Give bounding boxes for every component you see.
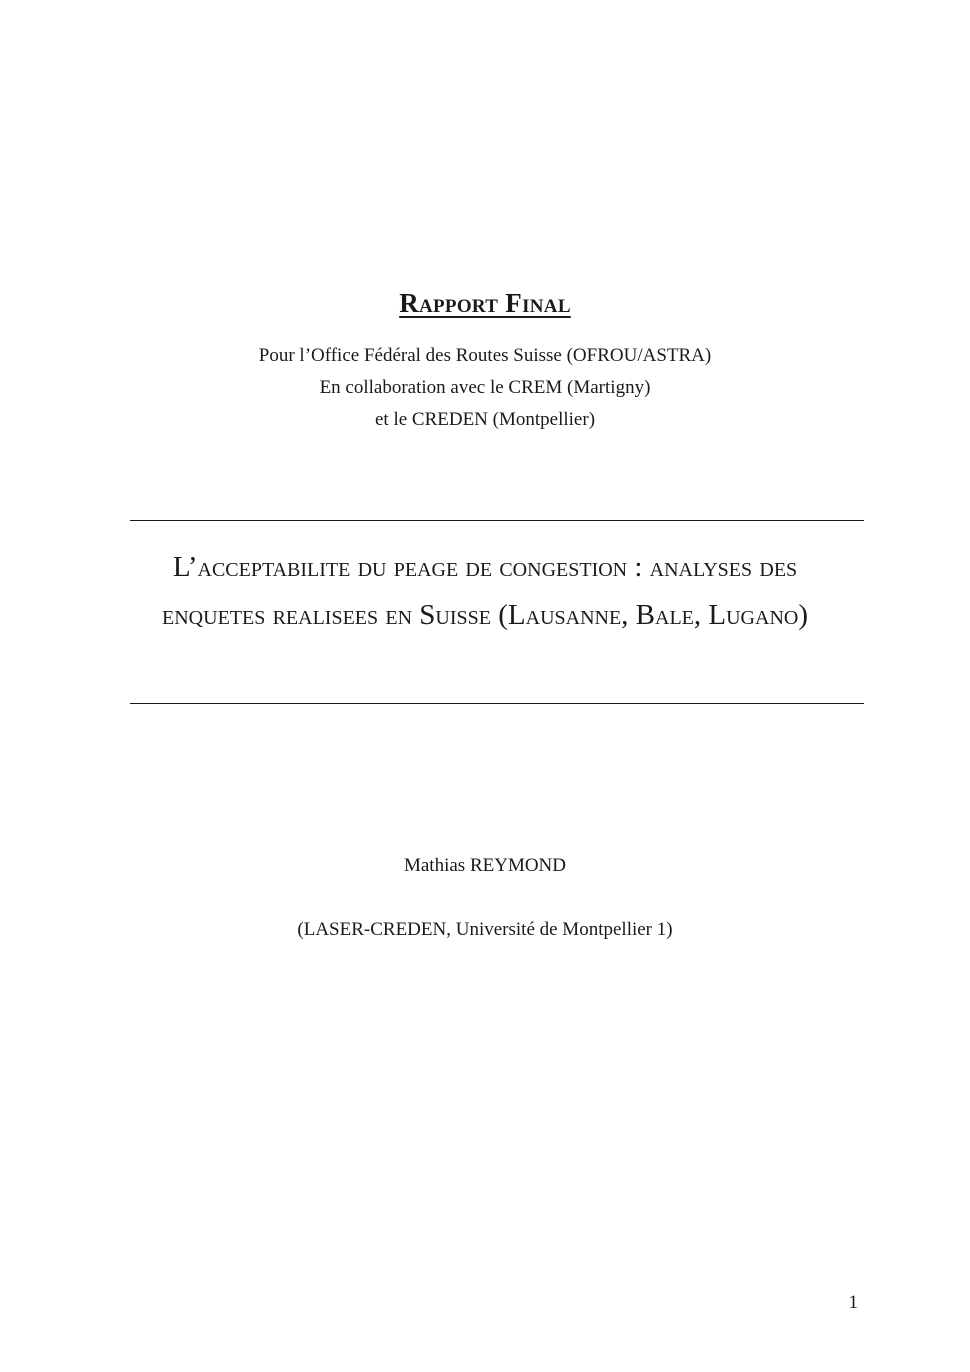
subtitle-line-creden: et le CREDEN (Montpellier): [374, 409, 596, 430]
subtitle-line-crem: En collaboration avec le CREM (Martigny): [319, 377, 651, 398]
main-title: L’acceptabilite du peage de congestion : analyses des enquetes realisees en Suisse (Lausanne, Bale, Lugano): [162, 551, 808, 631]
author-name: Mathias REYMOND: [403, 855, 567, 876]
author-affiliation: (LASER-CREDEN, Université de Montpellier 1): [297, 919, 673, 940]
subtitle-line-ofrou: Pour l’Office Fédéral des Routes Suisse (OFROU/ASTRA): [258, 345, 712, 366]
title-bottom-rule: [130, 703, 864, 704]
subtitle-block: [0, 340, 970, 436]
report-title: Rapport Final: [399, 288, 571, 318]
page-number: 1: [848, 1292, 858, 1313]
title-top-rule: [130, 520, 864, 521]
